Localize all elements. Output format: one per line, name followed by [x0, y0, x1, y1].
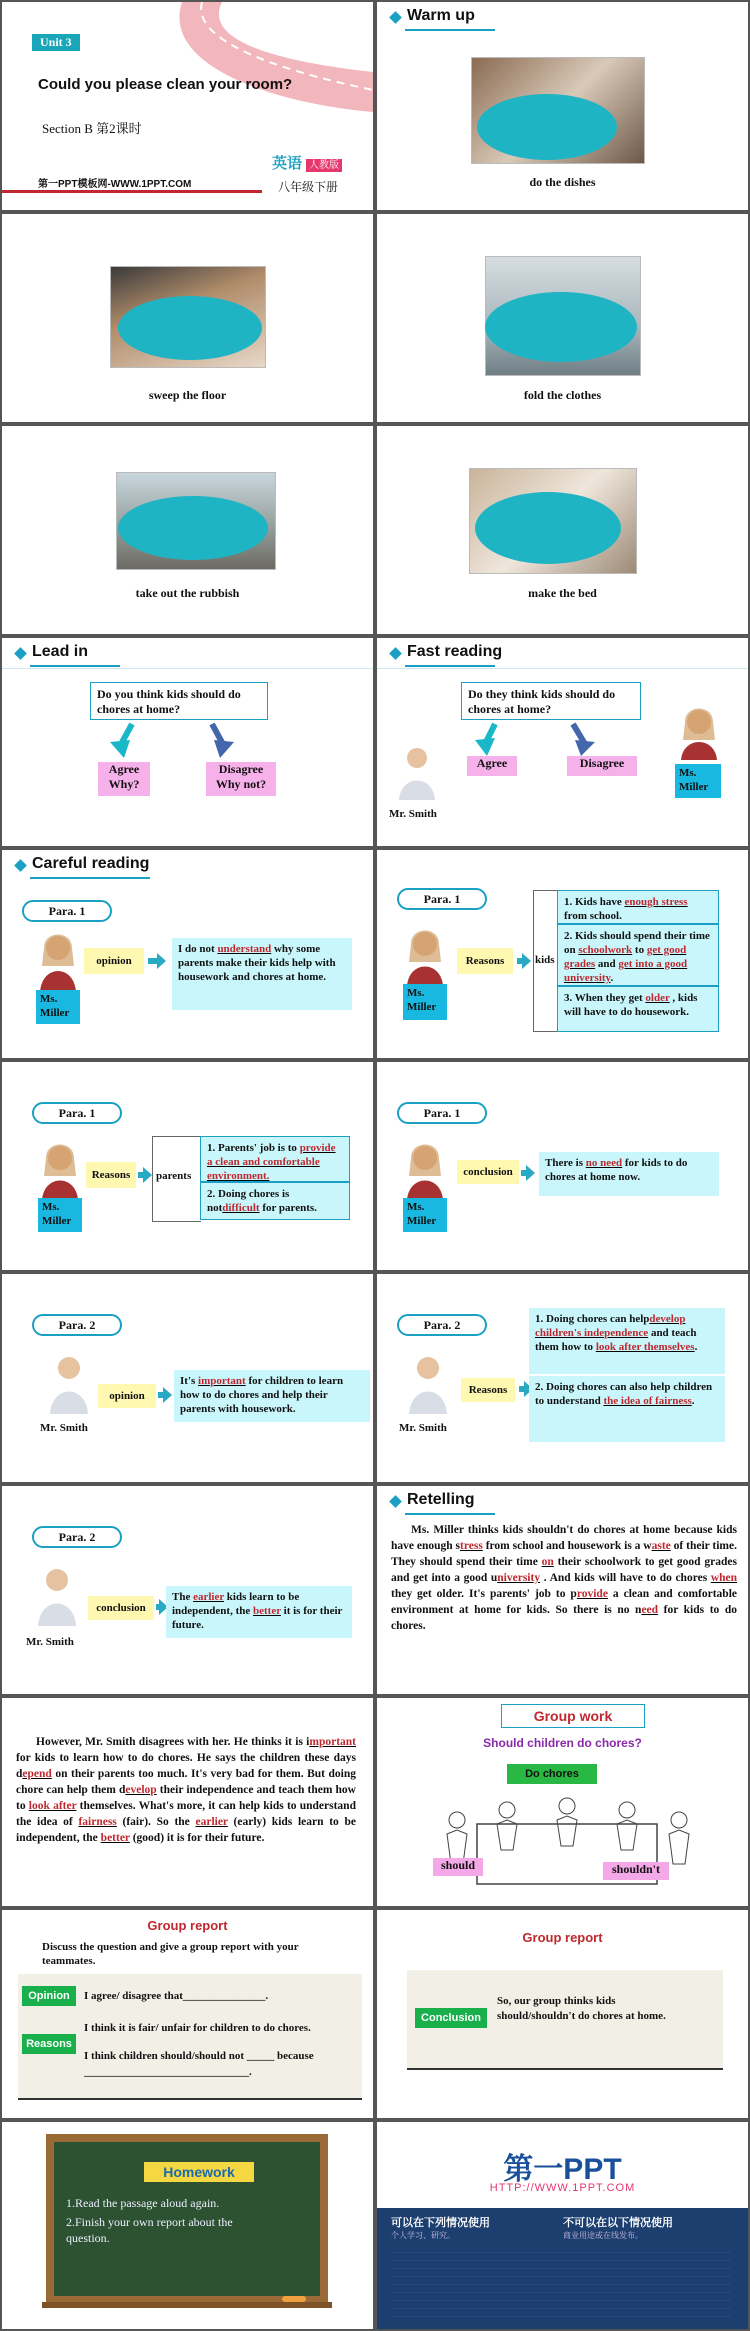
- slide-reasons-smith[interactable]: [377, 1274, 748, 1482]
- woman-name: Ms. Miller: [675, 764, 721, 798]
- group-question: Should children do chores?: [483, 1736, 642, 1750]
- para-badge: Para. 2: [32, 1314, 122, 1336]
- brand-label: [272, 152, 342, 173]
- arrow-icon: [158, 1392, 164, 1398]
- text-part: 1. Doing chores can help: [535, 1313, 650, 1325]
- text-part: .: [610, 972, 614, 984]
- woman-avatar: [403, 1140, 447, 1200]
- para-badge: Para. 2: [32, 1526, 122, 1548]
- answer-blank: the idea of fairness: [603, 1395, 692, 1407]
- answer-blank: aste: [651, 1540, 671, 1552]
- ad-cannot: 不可以在以下情况使用: [563, 2217, 673, 2229]
- slide-ad[interactable]: [377, 2122, 748, 2329]
- text-part: kids learn to be independent, the: [172, 1591, 300, 1617]
- slide-conclusion-miller[interactable]: [377, 1062, 748, 1270]
- answer-blank: eed: [641, 1604, 659, 1616]
- header-rule: [2, 668, 373, 669]
- answer-blank: rovide: [576, 1588, 608, 1600]
- conclusion-text: [166, 1586, 352, 1638]
- site-bar-line: [2, 190, 262, 193]
- text-part: for parents.: [259, 1202, 317, 1214]
- chalk-piece: [282, 2296, 306, 2302]
- do-chores-label: Do chores: [507, 1764, 597, 1784]
- arrow-icon: [138, 1172, 144, 1178]
- header-title: Warm up: [407, 7, 475, 24]
- agree-box: Agree: [467, 756, 517, 776]
- kids-label: kids: [535, 954, 555, 966]
- answer-blank: evelop: [125, 1784, 157, 1796]
- diamond-icon: [389, 647, 402, 660]
- text-part: 3. When they get: [564, 992, 646, 1004]
- reason-item-1: [557, 890, 719, 924]
- section-header: [377, 1486, 748, 1516]
- students-illustration: [417, 1784, 717, 1894]
- answer-blank: niversity: [497, 1572, 541, 1584]
- lesson-title: Could you please clean your room?: [38, 76, 293, 93]
- para-badge: Para. 2: [397, 1314, 487, 1336]
- para-badge: Para. 1: [397, 888, 487, 910]
- text-part: from school.: [564, 910, 622, 922]
- section-header: [377, 2, 748, 32]
- slide-warmup[interactable]: [377, 2, 748, 210]
- text-part: their independence and teach them how to: [16, 1784, 356, 1812]
- answer-blank: earlier: [193, 1591, 225, 1603]
- answer-blank: look after: [28, 1800, 77, 1812]
- disagree-box: Disagree: [567, 756, 637, 776]
- slide-conclusion-smith[interactable]: [2, 1486, 373, 1694]
- caption: take out the rubbish: [135, 586, 240, 600]
- text-part: .: [694, 1341, 698, 1353]
- arrow-icon: [148, 958, 158, 964]
- site-bar: [38, 174, 238, 188]
- text-part: to: [632, 944, 647, 956]
- text-part: The: [172, 1591, 194, 1603]
- photo-cover-oval: [118, 296, 262, 360]
- man-name: Mr. Smith: [389, 808, 437, 820]
- text-part: (early) kids learn to be independent, the: [16, 1816, 356, 1844]
- header-rule: [377, 668, 748, 669]
- para-badge: Para. 1: [22, 900, 112, 922]
- text-part: why some parents make their kids help with housework and chores at home.: [178, 943, 336, 983]
- section-header: [2, 638, 373, 668]
- retelling-passage: [391, 1522, 737, 1634]
- section-label: Section B 第2课时: [42, 121, 142, 136]
- reasons-label: Reasons: [461, 1378, 515, 1402]
- text-part: (fair). So the: [116, 1816, 196, 1828]
- header-underline: [30, 877, 150, 879]
- edition-badge: 人教版: [306, 159, 342, 172]
- text-part: a clean and comfortable environment at home for kids. So there is no n: [391, 1588, 737, 1616]
- header-title: Retelling: [407, 1491, 475, 1508]
- answer-blank: look after themselves: [595, 1341, 695, 1353]
- question-box: Do they think kids should do chores at home?: [461, 682, 641, 720]
- text-part: themselves. What's more, it can help kids to understand the idea of: [16, 1800, 356, 1828]
- text-part: I do not: [178, 943, 218, 955]
- answer-blank: understand: [217, 943, 272, 955]
- answer-blank: get good grades: [564, 944, 687, 970]
- conclusion-label: conclusion: [88, 1596, 154, 1620]
- woman-avatar: [403, 926, 447, 986]
- header-title: Fast reading: [407, 643, 503, 660]
- header-underline: [405, 1513, 495, 1515]
- text-part: 2. Doing chores can also help children to understand: [535, 1381, 713, 1407]
- reason-line-2: I think children should/should not _____ because ______________________________.: [84, 2050, 314, 2078]
- answer-blank: epend: [22, 1768, 52, 1780]
- text-part: for kids to learn how to do chores. He says the children these days d: [16, 1752, 356, 1780]
- diamond-icon: [389, 11, 402, 24]
- man-avatar: [48, 1354, 90, 1414]
- ad-link-list: [391, 2252, 731, 2318]
- ad-can-sub: 个人学习、研究。: [391, 2231, 455, 2240]
- text-part: for kids to do chores at home now.: [545, 1157, 688, 1183]
- woman-avatar: [38, 1140, 82, 1200]
- conclusion-text: So, our group thinks kids should/shouldn't do chores at home.: [497, 1995, 666, 2022]
- answer-blank: no need: [585, 1157, 623, 1169]
- text-part: Ms. Miller thinks kids shouldn't do chores at home because kids have enough s: [391, 1524, 737, 1552]
- caption: make the bed: [528, 586, 597, 600]
- arrows-graphic: [102, 722, 242, 762]
- reason-item-3: [557, 986, 719, 1032]
- arrow-icon: [521, 1170, 527, 1176]
- answer-blank: enough stress: [624, 896, 688, 908]
- caption: sweep the floor: [148, 388, 227, 402]
- reason-item-2: [529, 1376, 725, 1442]
- slide-fast-reading[interactable]: [377, 638, 748, 846]
- text-part: . And kids will have to do chores: [540, 1572, 711, 1584]
- reasons-label: Reasons: [457, 948, 513, 974]
- text-part: 1. Parents' job is to: [207, 1142, 300, 1154]
- woman-name: Ms. Miller: [403, 1198, 447, 1232]
- para-badge: Para. 1: [397, 1102, 487, 1124]
- woman-avatar: [677, 704, 721, 760]
- slide-retelling-2[interactable]: [2, 1698, 373, 1906]
- woman-name: Ms. Miller: [36, 990, 80, 1024]
- text-part: of their time. They should spend their time: [391, 1540, 737, 1568]
- woman-name: Ms. Miller: [38, 1198, 82, 1232]
- para-badge: Para. 1: [32, 1102, 122, 1124]
- opinion-label: opinion: [98, 1384, 156, 1408]
- grade-label: 八年级下册: [278, 180, 339, 194]
- ad-cannot-sub: 商业用途或在线发布。: [563, 2231, 643, 2240]
- answer-blank: better: [100, 1832, 130, 1844]
- answer-blank: develop children's independence: [535, 1313, 686, 1339]
- arrow-icon: [156, 1604, 160, 1610]
- retelling-passage: [16, 1734, 356, 1846]
- text-part: on their parents too much. It's very bad for them. But doing chore can help them d: [16, 1768, 356, 1796]
- homework-item-2: 2.Finish your own report about the question.: [66, 2215, 233, 2245]
- man-name: Mr. Smith: [399, 1422, 447, 1434]
- answer-blank: important: [198, 1375, 246, 1387]
- unit-badge: Unit 3: [32, 34, 80, 51]
- header-underline: [405, 29, 495, 31]
- slide-group-work[interactable]: [377, 1698, 748, 1906]
- ad-logo: 第一PPT: [503, 2153, 622, 2186]
- opinion-text: I agree/ disagree that_______________.: [84, 1990, 269, 2002]
- text-part: However, Mr. Smith disagrees with her. He thinks it is i: [36, 1736, 310, 1748]
- photo-cover-oval: [477, 94, 617, 160]
- text-part: they get older. It's parents' job to p: [391, 1588, 577, 1600]
- opinion-tag: Opinion: [22, 1986, 76, 2006]
- answer-blank: older: [645, 992, 670, 1004]
- homework-title: Homework: [144, 2162, 254, 2182]
- slide-fold[interactable]: [377, 214, 748, 422]
- agree-box: Agree Why?: [98, 762, 150, 796]
- answer-blank: schoolwork: [578, 944, 633, 956]
- slide-reasons-miller-1[interactable]: [377, 850, 748, 1058]
- answer-blank: mportant: [309, 1736, 356, 1748]
- man-name: Mr. Smith: [26, 1636, 74, 1648]
- report-title: Group report: [522, 1930, 603, 1945]
- slide-reasons-miller-2[interactable]: [2, 1062, 373, 1270]
- text-part: 2. Kids should spend their time on: [564, 930, 710, 956]
- slide-group-report-1[interactable]: [2, 1910, 373, 2118]
- chalk-ledge: [42, 2302, 332, 2308]
- conclusion-tag: Conclusion: [415, 2008, 487, 2028]
- answer-blank: difficult: [222, 1202, 260, 1214]
- man-avatar: [36, 1566, 78, 1626]
- man-avatar: [407, 1354, 449, 1414]
- shouldnt-label: shouldn't: [603, 1862, 669, 1880]
- text-part: .: [691, 1395, 695, 1407]
- diamond-icon: [14, 647, 27, 660]
- photo-cover-oval: [475, 492, 621, 564]
- ad-can: 可以在下列情况使用: [391, 2217, 490, 2229]
- answer-blank: on: [541, 1556, 554, 1568]
- header-title: Lead in: [32, 643, 89, 660]
- text-part: It's: [180, 1375, 199, 1387]
- brand-text: 英语: [272, 156, 303, 172]
- report-intro: Discuss the question and give a group report with your teammates.: [42, 1941, 299, 1967]
- photo-cover-oval: [485, 292, 637, 362]
- text-part: and: [595, 958, 619, 970]
- caption: fold the clothes: [523, 388, 602, 402]
- answer-blank: fairness: [78, 1816, 117, 1828]
- text-part: There is: [545, 1157, 586, 1169]
- header-underline: [30, 665, 120, 667]
- reasons-tag: Reasons: [22, 2034, 76, 2054]
- group-work-title: Group work: [501, 1704, 645, 1728]
- slide-careful-reading[interactable]: [2, 850, 373, 1058]
- section-header: [377, 638, 748, 668]
- arrow-icon: [519, 1386, 525, 1392]
- homework-item-1: 1.Read the passage aloud again.: [66, 2196, 220, 2210]
- woman-avatar: [36, 930, 80, 992]
- opinion-text: [172, 938, 352, 1010]
- arrow-icon: [517, 958, 523, 964]
- slide-retelling[interactable]: [377, 1486, 748, 1694]
- answer-blank: earlier: [195, 1816, 228, 1828]
- answer-blank: better: [253, 1605, 281, 1617]
- text-part: it is for their future.: [172, 1605, 343, 1631]
- answer-blank: get into a good university: [564, 958, 688, 984]
- caption: do the dishes: [529, 175, 596, 189]
- reason-item-1: [200, 1136, 350, 1182]
- answer-blank: tress: [460, 1540, 483, 1552]
- slide-sweep[interactable]: [2, 214, 373, 422]
- header-underline: [405, 665, 495, 667]
- road-decoration: [142, 2, 373, 122]
- answer-blank: when: [710, 1572, 738, 1584]
- slide-bed[interactable]: [377, 426, 748, 634]
- man-avatar: [397, 744, 437, 800]
- text-part: for kids to do chores.: [391, 1604, 737, 1632]
- woman-name: Ms. Miller: [403, 984, 447, 1020]
- reasons-label: Reasons: [86, 1162, 136, 1188]
- opinion-text: [174, 1370, 370, 1422]
- text-part: from school and housework is a w: [482, 1540, 652, 1552]
- photo-cover-oval: [118, 496, 268, 560]
- reason-item-2: [200, 1182, 350, 1220]
- text-part: 1. Kids have: [564, 896, 625, 908]
- reason-item-2: [557, 924, 719, 986]
- slide-rubbish[interactable]: [2, 426, 373, 634]
- site-label[interactable]: 第一PPT模板网-WWW.1PPT.COM: [38, 179, 192, 190]
- conclusion-label: conclusion: [457, 1160, 519, 1184]
- slide-title[interactable]: [2, 2, 373, 210]
- slide-homework[interactable]: [2, 2122, 373, 2329]
- ad-url[interactable]: HTTP://WWW.1PPT.COM: [489, 2182, 636, 2194]
- header-title: Careful reading: [32, 855, 150, 872]
- text-part: 2. Doing chores is not: [207, 1188, 290, 1214]
- text-part: (good) it is for their future.: [129, 1832, 265, 1844]
- text-part: and teach them how to: [535, 1327, 697, 1353]
- reason-line-1: I think it is fair/ unfair for children to do chores.: [84, 2022, 311, 2034]
- slide-opinion-smith[interactable]: [2, 1274, 373, 1482]
- text-part: their schoolwork to get good grades and get into a good u: [391, 1556, 737, 1584]
- should-label: should: [433, 1858, 483, 1876]
- diamond-icon: [389, 1495, 402, 1508]
- section-header: [2, 850, 373, 880]
- text-part: for children to learn how to do chores and help their parents with housework.: [180, 1375, 344, 1415]
- text-part: , kids will have to do housework.: [564, 992, 698, 1018]
- opinion-label: opinion: [84, 948, 144, 974]
- question-box: Do you think kids should do chores at home?: [90, 682, 268, 720]
- diamond-icon: [14, 859, 27, 872]
- answer-blank: provide a clean and comfortable environment.: [207, 1142, 336, 1182]
- parents-label: parents: [156, 1170, 192, 1182]
- disagree-box: Disagree Why not?: [206, 762, 276, 796]
- man-name: Mr. Smith: [40, 1422, 88, 1434]
- slide-group-report-2[interactable]: [377, 1910, 748, 2118]
- conclusion-text: [539, 1152, 719, 1196]
- report-title: Group report: [147, 1918, 228, 1933]
- slide-leadin[interactable]: [2, 638, 373, 846]
- reason-item-1: [529, 1308, 725, 1374]
